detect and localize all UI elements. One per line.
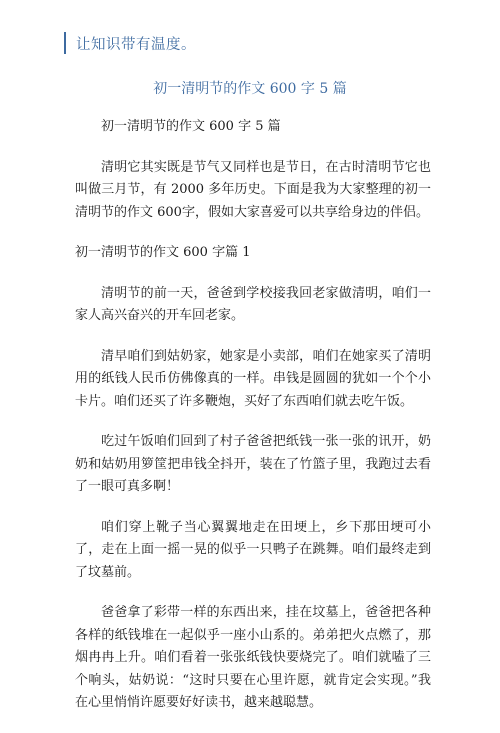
intro-paragraph: 清明它其实既是节气又同样也是节日，在古时清明节它也叫做三月节，有 2000 多年历史。下面是我为大家整理的初一清明节的作文 600字，假如大家喜爱可以共享给身边的伴侣。 bbox=[75, 159, 431, 220]
essay-paragraph: 爸爸拿了彩带一样的东西出来，挂在坟墓上，爸爸把各种各样的纸钱堆在一起似乎一座小山系的。弟弟把火点燃了，那烟冉冉上升。咱们看着一张张纸钱快要烧完了。咱们就嗑了三个响头，姑奶说：“这时只要在心里许愿，就肯定会实现。”我在心里悄悄许愿要好好读书，越来越聪慧。 bbox=[75, 605, 431, 710]
page-header bbox=[64, 32, 196, 54]
header-accent-bar bbox=[64, 32, 66, 54]
essay-paragraph: 咱们穿上靴子当心翼翼地走在田埂上，乡下那田埂可小了，走在上面一摇一晃的似乎一只鸭子在跳舞。咱们最终走到了坟墓前。 bbox=[75, 519, 431, 580]
essay-paragraph: 清明节的前一天，爸爸到学校接我回老家做清明，咱们一家人高兴奋兴的开车回老家。 bbox=[75, 285, 431, 323]
essay-1-heading: 初一清明节的作文 600 字篇 1 bbox=[75, 245, 251, 260]
intro-heading: 初一清明节的作文 600 字 5 篇 bbox=[101, 119, 281, 134]
header-slogan: 让知识带有温度。 bbox=[76, 36, 196, 53]
essay-paragraph: 吃过午饭咱们回到了村子爸爸把纸钱一张一张的讯开，奶奶和姑奶用箩筐把串钱全抖开，装在了竹篮子里，我跑过去看了一眼可真多啊！ bbox=[75, 434, 431, 494]
essay-paragraph: 清早咱们到姑奶家，她家是小卖部，咱们在她家买了清明用的纸钱人民币仿佛像真的一样。串钱是圆圆的犹如一个个小卡片。咱们还买了许多鞭炮，买好了东西咱们就去吃午饭。 bbox=[75, 348, 431, 409]
document-title: 初一清明节的作文 600 字 5 篇 bbox=[153, 81, 347, 97]
document-body bbox=[75, 116, 431, 733]
